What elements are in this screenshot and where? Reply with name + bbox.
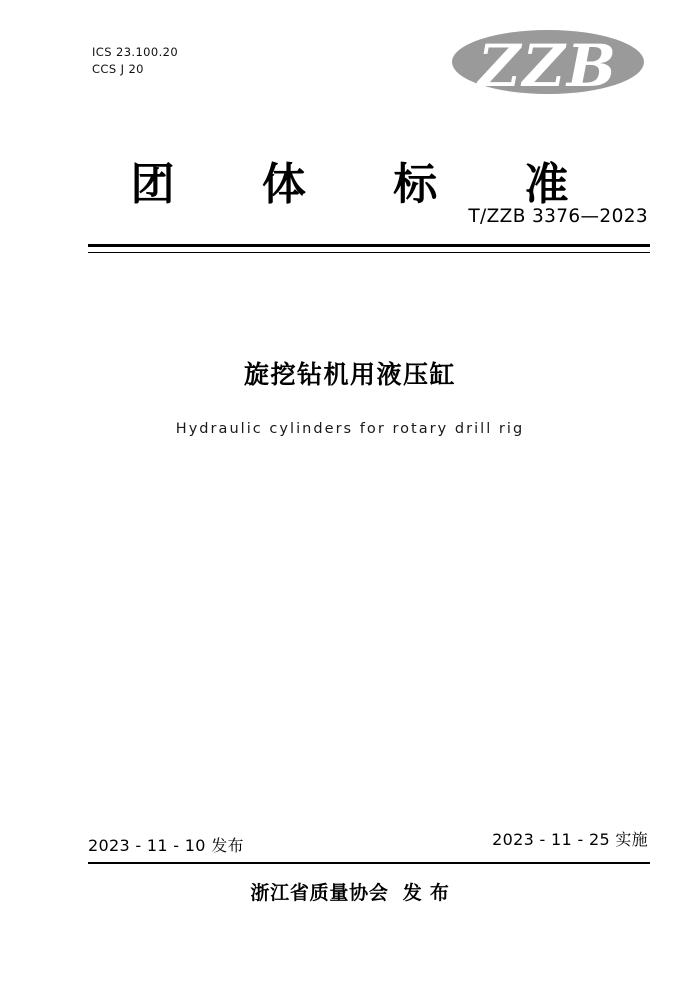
title-char-3: 标	[393, 159, 439, 210]
standard-number: T/ZZB 3376—2023	[468, 206, 648, 227]
ccs-code: CCS J 20	[92, 62, 144, 76]
page-title	[0, 148, 700, 212]
svg-text:ZZB: ZZB	[478, 32, 618, 100]
title-char-4: 准	[524, 159, 570, 210]
divider-thick	[88, 244, 650, 247]
classification-codes	[92, 44, 178, 78]
subject-title-chinese: 旋挖钻机用液压缸	[243, 360, 456, 389]
publisher-name: 浙江省质量协会	[250, 882, 389, 904]
ics-code: ICS 23.100.20	[92, 45, 179, 59]
issue-date: 2023 - 11 - 10 发布	[88, 836, 244, 855]
effective-date: 2023 - 11 - 25 实施	[492, 830, 648, 849]
publisher-action: 发 布	[402, 882, 450, 904]
title-char-2: 体	[261, 159, 307, 210]
divider-thin	[88, 252, 650, 253]
zzb-logo-icon	[448, 26, 648, 104]
subject-title-english: Hydraulic cylinders for rotary drill rig	[175, 421, 525, 437]
footer-divider	[88, 862, 650, 864]
zzb-logo	[448, 26, 648, 104]
publisher	[0, 878, 700, 905]
title-char-1: 团	[130, 159, 176, 210]
